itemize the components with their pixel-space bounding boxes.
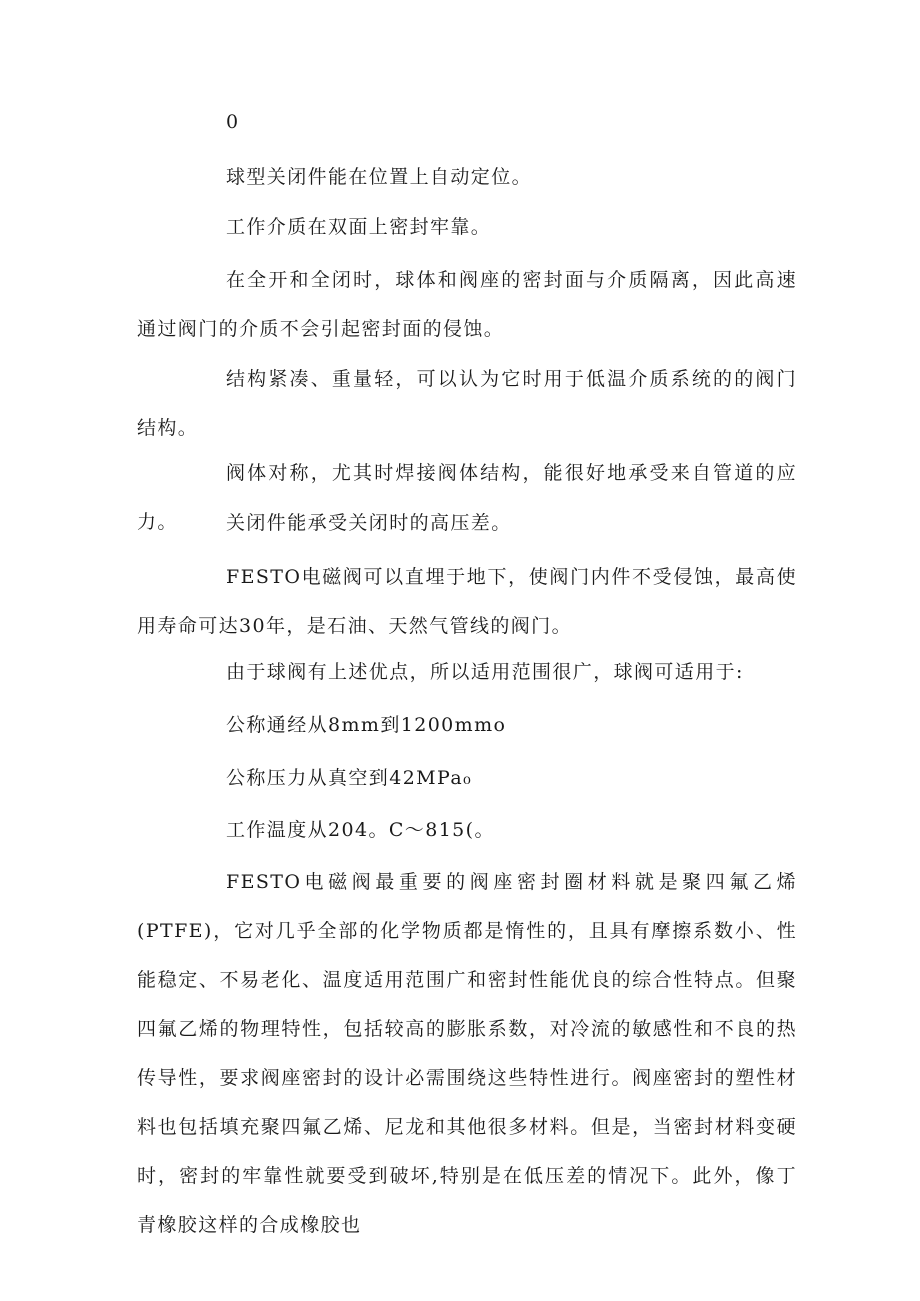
paragraph-6: 阀体对称，尤其时焊接阀体结构，能很好地承受来自管道的应力。	[137, 462, 797, 533]
paragraph-9: 由于球阀有上述优点，所以适用范围很广，球阀可适用于:	[226, 661, 744, 683]
paragraph-8: FESTO电磁阀可以直埋于地下，使阀门内件不受侵蚀，最高使用寿命可达30年，是石油、天然气管线的阀门。	[137, 566, 797, 637]
paragraph-11: 公称压力从真空到42MPa₀	[226, 767, 473, 789]
paragraph-2: 球型关闭件能在位置上自动定位。	[226, 166, 533, 188]
paragraph-13: FESTO电磁阀最重要的阀座密封圈材料就是聚四氟乙烯(PTFE)，它对几乎全部的化学物质都是惰性的，且具有摩擦系数小、性能稳定、不易老化、温度适用范围广和密封性能优良的综合性特点。但聚四氟乙烯的物理特性，包括较高的膨胀系数，对冷流的敏感性和不良的热传导性，要求阀座密封的设计必需围绕这些特性进行。阀座密封的塑性材料也包括填充聚四氟乙烯、尼龙和其他很多材料。但是，当密封材料变硬时，密封的牢靠性就要受到破坏,特别是在低压差的情况下。此外，像丁青橡胶这样的合成橡胶也	[137, 871, 797, 1236]
paragraph-1: 0	[226, 111, 240, 133]
paragraph-5: 结构紧凑、重量轻，可以认为它时用于低温介质系统的的阀门结构。	[137, 368, 797, 439]
paragraph-7: 关闭件能承受关闭时的高压差。	[226, 512, 512, 534]
paragraph-12: 工作温度从204。C～815(。	[226, 819, 495, 841]
paragraph-4: 在全开和全闭时，球体和阀座的密封面与介质隔离，因此高速通过阀门的介质不会引起密封面的侵蚀。	[137, 269, 797, 340]
paragraph-3: 工作介质在双面上密封牢靠。	[226, 216, 492, 238]
paragraph-10: 公称通经从8mm到1200mmo	[226, 714, 507, 736]
